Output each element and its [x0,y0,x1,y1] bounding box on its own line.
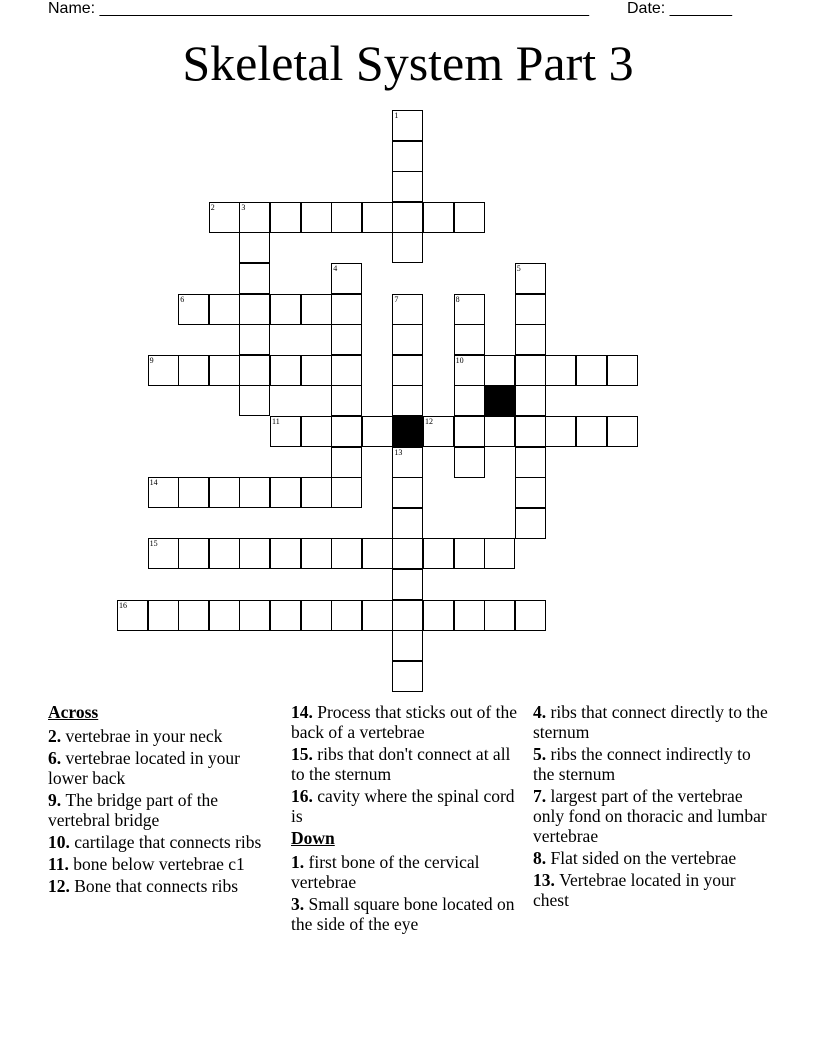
clue-text: cavity where the spinal cord is [291,786,515,826]
grid-cell[interactable] [392,661,423,692]
clue-text: Small square bone located on the side of the eye [291,894,515,934]
grid-cell[interactable] [270,355,301,386]
clue-item [48,790,284,830]
grid-cell[interactable] [454,355,485,386]
grid-cell[interactable] [178,600,209,631]
clue-text: largest part of the vertebrae only fond on thoracic and lumbar vertebrae [533,786,767,846]
clue-item [291,702,527,742]
grid-cell[interactable] [454,294,485,325]
grid-cell[interactable] [392,600,423,631]
clue-number: 11. [48,854,69,874]
clue-number: 7. [533,786,547,806]
grid-cell[interactable] [484,538,515,569]
grid-cell[interactable] [301,202,332,233]
grid-cell[interactable] [392,202,423,233]
grid-cell[interactable] [515,355,546,386]
grid-cell[interactable] [423,600,454,631]
clue-number: 1. [291,852,305,872]
grid-cell[interactable] [362,538,393,569]
down-clue-list [291,852,527,934]
grid-cell[interactable] [331,294,362,325]
grid-cell[interactable] [209,294,240,325]
clue-text: Flat sided on the vertebrae [550,848,737,868]
across-heading: Across [48,702,99,722]
grid-cell[interactable] [423,202,454,233]
cell-number: 15 [149,539,158,549]
clue-text: ribs the connect indirectly to the sternum [533,744,751,784]
down-heading: Down [291,828,335,848]
grid-cell[interactable] [454,416,485,447]
clue-number: 6. [48,748,62,768]
grid-cell[interactable] [148,600,179,631]
cell-number: 16 [119,600,127,610]
clue-text: ribs that don't connect at all to the sternum [291,744,511,784]
grid-cell[interactable] [392,385,423,416]
name-field[interactable]: Name: _______________________________________________________ [48,0,589,17]
grid-cell[interactable] [331,202,362,233]
grid-cell[interactable] [423,416,454,447]
clue-item [48,832,284,852]
cell-number: 6 [180,294,185,304]
grid-cell[interactable] [178,538,209,569]
grid-cell[interactable] [301,538,332,569]
grid-cell[interactable] [301,294,332,325]
clue-text: vertebrae located in your lower back [48,748,240,788]
grid-cell[interactable] [576,355,607,386]
clue-text: cartilage that connects ribs [74,832,262,852]
grid-cell[interactable] [331,355,362,386]
grid-cell[interactable] [392,110,423,141]
grid-cell[interactable] [301,416,332,447]
clue-text: ribs that connect directly to the sternum [533,702,768,742]
grid-cell[interactable] [515,447,546,478]
grid-cell[interactable] [117,600,148,631]
grid-cell[interactable] [392,355,423,386]
cell-number: 1 [394,111,399,120]
grid-cell[interactable] [454,538,485,569]
clue-number: 12. [48,876,70,896]
clue-text: vertebrae in your neck [65,726,223,746]
across-clue-list [48,726,284,896]
grid-cell[interactable] [392,141,423,172]
clue-column-3 [533,702,773,912]
clue-number: 8. [533,848,547,868]
clue-number: 14. [291,702,313,722]
grid-cell[interactable] [239,294,270,325]
grid-cell[interactable] [239,538,270,569]
clue-text: Bone that connects ribs [74,876,239,896]
grid-cell[interactable] [239,202,270,233]
grid-cell[interactable] [454,324,485,355]
clue-number: 15. [291,744,313,764]
grid-cell[interactable] [239,324,270,355]
cell-number: 3 [241,202,246,212]
grid-cell[interactable] [331,263,362,294]
grid-cell[interactable] [392,477,423,508]
grid-cell[interactable] [392,508,423,539]
grid-cell[interactable] [515,600,546,631]
grid-cell[interactable] [362,416,393,447]
grid-cell[interactable] [178,477,209,508]
grid-block-cell [484,385,515,416]
grid-cell[interactable] [515,508,546,539]
grid-cell[interactable] [392,232,423,263]
page-title: Skeletal System Part 3 [182,35,634,91]
grid-cell[interactable] [515,385,546,416]
clues-section [0,700,816,1000]
grid-cell[interactable] [209,600,240,631]
cell-number: 12 [425,417,433,426]
grid-cell[interactable] [607,416,638,447]
grid-cell[interactable] [178,294,209,325]
clue-item [291,786,527,826]
clue-item [48,748,284,788]
grid-cell[interactable] [423,538,454,569]
clue-number: 5. [533,744,547,764]
grid-cell[interactable] [148,355,179,386]
grid-cell[interactable] [392,171,423,202]
grid-cell[interactable] [239,600,270,631]
cell-number: 9 [149,355,154,365]
grid-cell[interactable] [515,324,546,355]
clue-number: 10. [48,832,70,852]
clue-number: 16. [291,786,313,806]
grid-cell[interactable] [209,355,240,386]
grid-cell[interactable] [392,447,423,478]
grid-cell[interactable] [331,600,362,631]
clue-number: 9. [48,790,62,810]
grid-cell[interactable] [148,538,179,569]
clue-item [533,870,773,910]
clue-number: 3. [291,894,305,914]
clue-column-2 [291,702,527,936]
grid-cell[interactable] [484,600,515,631]
date-field[interactable]: Date: _______ [627,0,732,17]
cell-number: 13 [394,447,403,457]
cell-number: 4 [333,264,338,273]
grid-cell[interactable] [239,232,270,263]
grid-cell[interactable] [209,202,240,233]
cell-number: 8 [455,294,460,304]
grid-cell[interactable] [454,385,485,416]
clue-item [533,744,773,784]
grid-cell[interactable] [607,355,638,386]
clue-number: 2. [48,726,62,746]
clue-number: 4. [533,702,547,722]
grid-cell[interactable] [239,355,270,386]
grid-cell[interactable] [454,447,485,478]
cell-number: 2 [210,202,215,212]
grid-cell[interactable] [484,355,515,386]
clue-text: The bridge part of the vertebral bridge [48,790,219,830]
grid-cell[interactable] [515,477,546,508]
grid-cell[interactable] [331,416,362,447]
grid-cell[interactable] [392,630,423,661]
grid-cell[interactable] [270,600,301,631]
grid-cell[interactable] [454,202,485,233]
grid-cell[interactable] [392,294,423,325]
grid-cell[interactable] [331,477,362,508]
grid-cell[interactable] [331,385,362,416]
grid-cell[interactable] [301,600,332,631]
grid-cell[interactable] [392,569,423,600]
grid-cell[interactable] [301,355,332,386]
clue-item [291,744,527,784]
grid-cell[interactable] [270,202,301,233]
grid-cell[interactable] [148,477,179,508]
grid-cell[interactable] [362,600,393,631]
grid-cell[interactable] [178,355,209,386]
grid-cell[interactable] [239,477,270,508]
grid-cell[interactable] [239,385,270,416]
clue-text: first bone of the cervical vertebrae [291,852,480,892]
clue-item [533,848,773,868]
grid-cell[interactable] [392,538,423,569]
across-clue-list-continued [291,702,527,826]
grid-cell[interactable] [515,416,546,447]
grid-cell[interactable] [270,294,301,325]
clue-item [291,894,527,934]
cell-number: 5 [516,264,521,273]
grid-cell[interactable] [270,477,301,508]
grid-cell[interactable] [576,416,607,447]
clue-column-1 [48,702,284,898]
clue-item [533,702,773,742]
grid-cell[interactable] [239,263,270,294]
grid-cell[interactable] [515,294,546,325]
grid-cell[interactable] [301,477,332,508]
grid-cell[interactable] [392,324,423,355]
clue-text: bone below vertebrae c1 [73,854,245,874]
grid-cell[interactable] [331,538,362,569]
clue-text: Vertebrae located in your chest [533,870,736,910]
grid-cell[interactable] [209,477,240,508]
clue-item [48,726,284,746]
cell-number: 11 [272,417,280,426]
clue-item [291,852,527,892]
grid-cell[interactable] [545,416,576,447]
clue-item [533,786,773,846]
grid-cell[interactable] [515,263,546,294]
grid-cell[interactable] [545,355,576,386]
down-clue-list-continued [533,702,773,910]
grid-block-cell [392,416,423,447]
clue-number: 13. [533,870,555,890]
cell-number: 7 [394,294,399,304]
grid-cell[interactable] [270,416,301,447]
cell-number: 14 [149,478,158,488]
clue-item [48,876,284,896]
grid-cell[interactable] [454,600,485,631]
clue-item [48,854,284,874]
grid-cell[interactable] [331,324,362,355]
grid-cell[interactable] [270,538,301,569]
grid-cell[interactable] [484,416,515,447]
cell-number: 10 [455,355,464,365]
clue-text: Process that sticks out of the back of a vertebrae [291,702,518,742]
grid-cell[interactable] [209,538,240,569]
grid-cell[interactable] [331,447,362,478]
grid-cell[interactable] [362,202,393,233]
